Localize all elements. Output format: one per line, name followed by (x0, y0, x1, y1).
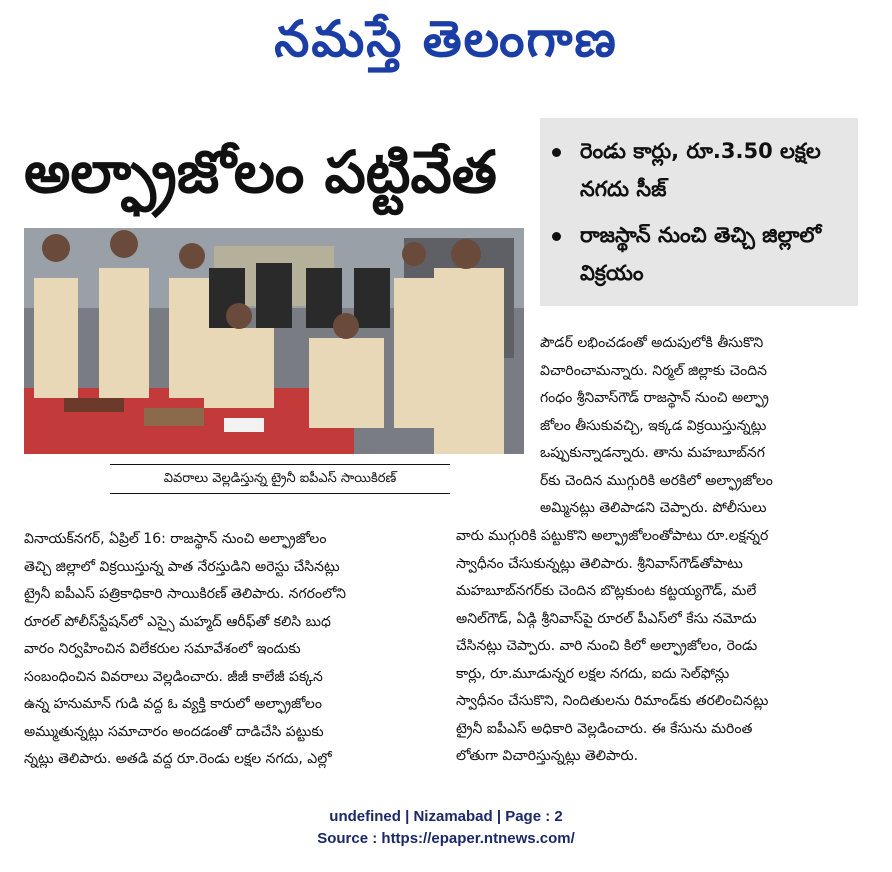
text-line: స్వాధీనం చేసుకున్నట్లు తెలిపారు. శ్రీనివాస్‌గౌడ్‌తోపాటు (456, 555, 743, 572)
text-line: లోతుగా విచారిస్తున్నట్లు తెలిపారు. (456, 748, 639, 764)
text-line: ట్రైనీ ఐపీఎస్ పత్రికాధికారి సాయికిరణ్ తెలిపారు. నగరంలోని (24, 586, 346, 602)
highlights-box (540, 118, 858, 306)
text-line: ర్‌కు చెందిన ముగ్గురికి అరకిలో అల్ఫ్రాజోలం (540, 472, 773, 489)
text-line: కార్లు, రూ.మూడున్నర లక్షల నగదు, ఐదు సెల్‌ఫోన్లు (456, 665, 730, 682)
text-line: వారం నిర్వహించిన విలేకరుల సమావేశంలో ఇందుకు (24, 641, 301, 657)
article-left-column (24, 526, 444, 774)
text-line: వారు ముగ్గురికి పట్టుకొని అల్ఫ్రాజోలంతోపాటు రూ.లక్షన్నర (456, 528, 769, 544)
footer-source: Source : https://epaper.ntnews.com/ (317, 830, 575, 847)
text-line: అమ్ముతున్నట్లు సమాచారం అందడంతో దాడిచేసి పట్టుకు (24, 723, 324, 740)
masthead-title: నమస్తే తెలంగాణ (274, 10, 618, 68)
text-line: ఒప్పుకున్నాడన్నారు. తాను మహబూబ్‌నగ (540, 445, 765, 461)
headline: అల్ఫ్రాజోలం పట్టివేత (24, 138, 497, 206)
text-line: వినాయక్‌నగర్, ఏప్రిల్ 16: రాజస్థాన్ నుంచి అల్ఫ్రాజోలం (24, 531, 327, 547)
article-right-column-top (540, 330, 858, 523)
text-line: స్వాధీనం చేసుకొని, నిందితులను రిమాండ్‌కు తరలించినట్లు (456, 693, 769, 709)
page-footer (0, 806, 892, 862)
bullet-icon (552, 148, 561, 157)
highlight-item (558, 216, 848, 292)
text-line: తెచ్చి జిల్లాలో విక్రయిస్తున్న పాత నేరస్తుడిని అరెస్టు చేసినట్లు (24, 558, 340, 575)
text-line: రూరల్ పోలీస్‌స్టేషన్‌లో ఎస్సై మహ్మద్ ఆరీఫ్‌తో కలిసి బుధ (24, 613, 331, 630)
text-line: అనిల్‌గౌడ్, ఏడ్గి శ్రీనివాస్‌పై రూరల్ పీఎస్‌లో కేసు నమోదు (456, 610, 757, 627)
text-line: అమ్మినట్లు తెలిపాడని చెప్పారు. పోలీసులు (540, 500, 767, 516)
text-line: పౌడర్ లభించడంతో అదుపులోకి తీసుకొని (540, 335, 764, 351)
highlight-item (558, 132, 848, 208)
article-right-column-bottom (456, 523, 858, 771)
text-line: మహబూబ్‌నగర్‌కు చెందిన బొట్లకుంట కట్టయ్యగౌడ్, మలే (456, 583, 757, 599)
text-line: ట్రైనీ ఐపీఎస్ అధికారి వెల్లడించారు. ఈ కేసును మరింత (456, 720, 753, 737)
text-line: సంబంధించిన వివరాలు వెల్లడించారు. జీజీ కాలేజీ పక్కన (24, 668, 323, 685)
text-line: విచారించామన్నారు. నిర్మల్ జిల్లాకు చెందిన (540, 362, 767, 379)
footer-meta: undefined | Nizamabad | Page : 2 (329, 808, 563, 825)
bullet-icon (552, 232, 561, 241)
news-photo (24, 228, 524, 454)
highlight-text: రెండు కార్లు, రూ.3.50 లక్షల నగదు సీజ్ (580, 139, 821, 201)
text-line: న్నట్లు తెలిపారు. అతడి వద్ద రూ.రెండు లక్షల నగదు, ఎల్లో (24, 751, 332, 767)
police-press-photo (24, 228, 524, 454)
highlight-text: రాజస్థాన్ నుంచి తెచ్చి జిల్లాలో విక్రయం (580, 223, 822, 285)
text-line: గంధం శ్రీనివాస్‌గౌడ్ రాజస్థాన్ నుంచి అల్ఫ్రా (540, 390, 769, 406)
text-line: ఉన్న హనుమాన్ గుడి వద్ద ఓ వ్యక్తి కారులో అల్ఫ్రాజోలం (24, 696, 322, 712)
text-line: చేసినట్లు చెప్పారు. వారి నుంచి కిలో అల్ఫ్రాజోలం, రెండు (456, 638, 758, 654)
text-line: జోలం తీసుకువచ్చి, ఇక్కడ విక్రయిస్తున్నట్లు (540, 417, 767, 434)
photo-caption: వివరాలు వెల్లడిస్తున్న ట్రైనీ ఐపీఎస్ సాయికిరణ్ (110, 464, 450, 494)
